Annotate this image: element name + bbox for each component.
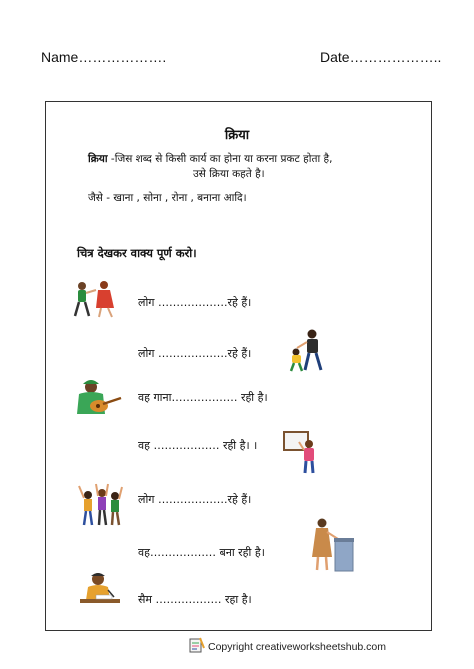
worksheet-logo-icon <box>188 636 206 654</box>
woman-cooking-image <box>310 517 355 572</box>
sentence-7: सैम ……………… रहा है। <box>138 593 252 606</box>
sentence-5: लोग ……………….रहे हैं। <box>138 493 252 506</box>
definition-line-1 <box>88 152 332 166</box>
date-label: Date……………….. <box>320 49 442 65</box>
sentence-2: लोग ……………….रहे हैं। <box>138 347 252 360</box>
parent-child-dancing-image <box>285 328 330 373</box>
boy-writing-image <box>80 570 125 610</box>
people-cheering-image <box>78 483 123 528</box>
sentence-3: वह गाना……………… रही है। <box>138 391 268 404</box>
sentence-6: वह……………… बना रही है। <box>138 546 265 559</box>
dancing-couple-image <box>70 280 120 320</box>
sentence-1: लोग ……………….रहे हैं। <box>138 296 252 309</box>
footer-copyright: Copyright creativeworksheetshub.com <box>208 641 386 653</box>
name-label: Name………………. <box>41 49 167 65</box>
instruction-heading: चित्र देखकर वाक्य पूर्ण करो। <box>77 246 197 260</box>
man-playing-guitar-image <box>73 378 123 418</box>
definition-term: क्रिया <box>88 153 108 165</box>
definition-line-2: उसे क्रिया कहते है। <box>193 168 265 180</box>
sentence-4: वह ……………… रही है। । <box>138 439 258 452</box>
definition-text: -जिस शब्द से किसी कार्य का होना या करना प्रकट होता है, <box>107 153 333 165</box>
girl-at-board-image <box>283 430 318 475</box>
examples-line: जैसे - खाना , सोना , रोना , बनाना आदि। <box>88 192 247 204</box>
worksheet-title: क्रिया <box>224 128 250 143</box>
